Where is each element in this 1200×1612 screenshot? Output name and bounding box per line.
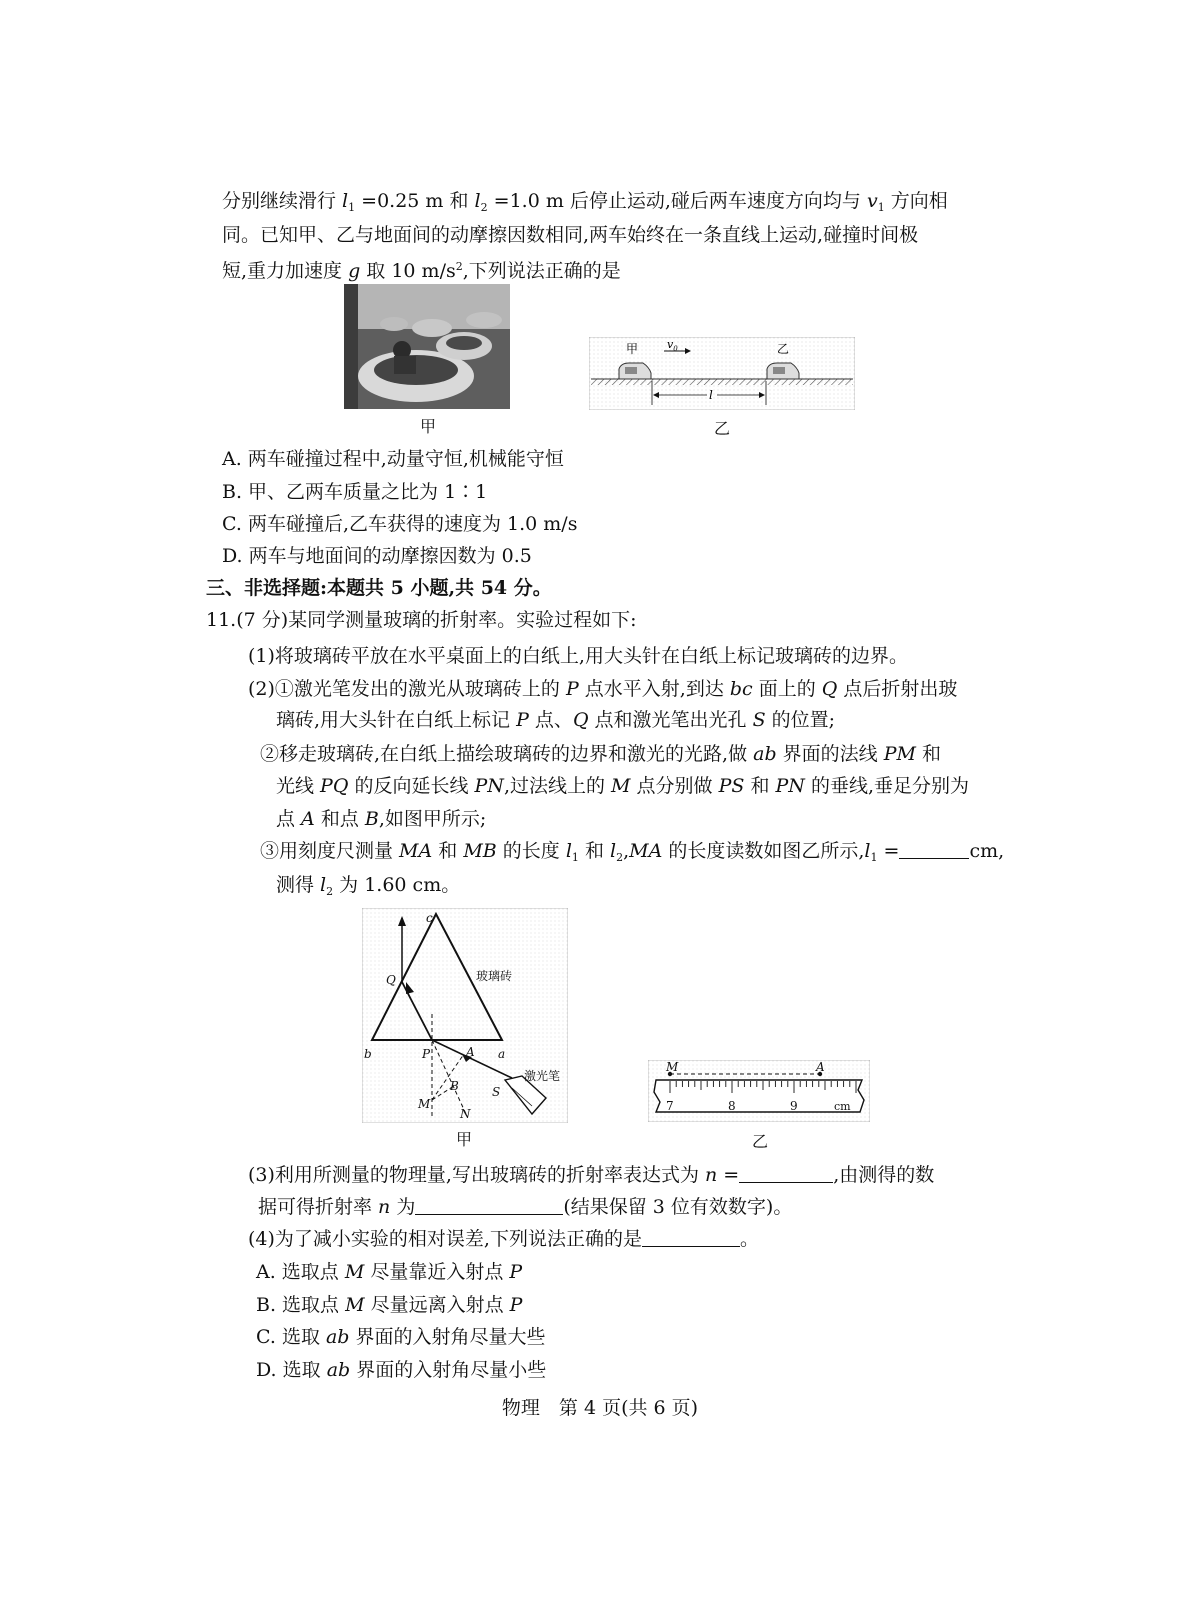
step-4-answer-blank[interactable] — [642, 1228, 740, 1247]
point-a-label: A — [466, 1045, 475, 1059]
q11-step-2-line-4: 光线 PQ 的反向延长线 PN,过法线上的 M 点分别做 PS 和 PN 的垂线,垂足分别为 — [276, 775, 970, 797]
ruler-m-label: M — [666, 1060, 679, 1074]
q11-option-b: B. 选取点 M 尽量远离入射点 P — [256, 1294, 523, 1316]
car-jia-label: 甲 — [626, 342, 639, 356]
q11-step-2-line-1: (2)①激光笔发出的激光从玻璃砖上的 P 点水平入射,到达 bc 面上的 Q 点后折射出玻 — [248, 678, 958, 700]
q11-step-2-line-2: 璃砖,用大头针在白纸上标记 P 点、Q 点和激光笔出光孔 S 的位置; — [276, 709, 836, 731]
prism-ray-diagram — [362, 908, 568, 1123]
ruler-diagram — [648, 1060, 870, 1122]
q10-line-2: 同。已知甲、乙与地面间的动摩擦因数相同,两车始终在一条直线上运动,碰撞时间极 — [222, 224, 919, 246]
prism-diagram-caption: 甲 — [456, 1130, 473, 1149]
q11-step-3-line-2: 据可得折射率 n 为 (结果保留 3 位有效数字)。 — [258, 1196, 793, 1218]
q10-option-b: B. 甲、乙两车质量之比为 1∶1 — [222, 481, 488, 503]
q10-line-1: 分别继续滑行 $l_1 =0.25$ m 和 $l_2 =1.0$ m 后停止运动,碰后两车速度方向均与 $v_1$ 方向相 — [222, 190, 948, 214]
q11-step-4: (4)为了减小实验的相对误差,下列说法正确的是 。 — [248, 1228, 759, 1250]
vertex-a-label: a — [498, 1047, 506, 1061]
q10-line-3: 短,重力加速度 g 取 10 $m/s^2$,下列说法正确的是 — [222, 260, 621, 282]
point-q-label: Q — [386, 973, 396, 987]
q11-step-1: (1)将玻璃砖平放在水平桌面上的白纸上,用大头针在白纸上标记玻璃砖的边界。 — [248, 645, 908, 667]
glass-brick-label: 玻璃砖 — [476, 969, 513, 983]
point-b-label: B — [450, 1079, 459, 1093]
section-3-heading: 三、非选择题:本题共 5 小题,共 54 分。 — [206, 577, 552, 599]
q11-step-2-line-6: ③用刻度尺测量 MA 和 MB 的长度 $l_1$ 和 $l_2,MA$ 的长度读数如图乙所示$,l_1$ = cm, — [260, 840, 1005, 864]
distance-l-label: l — [709, 388, 713, 402]
point-n-label: N — [460, 1107, 471, 1121]
two-cars-diagram — [589, 337, 855, 410]
q11-option-a: A. 选取点 M 尽量靠近入射点 P — [256, 1261, 523, 1283]
ruler-tick-7: 7 — [666, 1099, 674, 1113]
q10-option-a: A. 两车碰撞过程中,动量守恒,机械能守恒 — [222, 448, 564, 470]
ruler-tick-9: 9 — [790, 1099, 798, 1113]
car-yi-label: 乙 — [777, 342, 790, 356]
ruler-tick-8: 8 — [728, 1099, 736, 1113]
q11-option-c: C. 选取 ab 界面的入射角尽量大些 — [256, 1326, 546, 1348]
point-p-label: P — [422, 1047, 431, 1061]
q11-step-2-line-7: 测得 $l_2$ 为 1.60 cm。 — [276, 874, 461, 898]
q11-intro: 11.(7 分)某同学测量玻璃的折射率。实验过程如下: — [206, 609, 637, 631]
vertex-c-label: c — [426, 911, 433, 925]
ruler-unit: cm — [834, 1100, 851, 1113]
q10-option-d: D. 两车与地面间的动摩擦因数为 0.5 — [222, 545, 532, 567]
refractive-index-value-blank[interactable] — [415, 1196, 563, 1215]
q11-step-2-line-5: 点 A 和点 B,如图甲所示; — [276, 808, 487, 830]
bumper-car-photo-caption: 甲 — [420, 417, 437, 436]
q11-step-2-line-3: ②移走玻璃砖,在白纸上描绘玻璃砖的边界和激光的光路,做 ab 界面的法线 PM 和 — [260, 743, 942, 765]
ruler-a-label: A — [816, 1060, 825, 1074]
l1-answer-blank[interactable] — [899, 840, 969, 859]
point-m-label: M — [418, 1097, 431, 1111]
point-s-label: S — [492, 1085, 501, 1099]
two-cars-caption: 乙 — [714, 419, 731, 438]
bumper-car-photo — [344, 284, 510, 409]
v0-label: $v_0$ — [667, 338, 678, 353]
ruler-caption: 乙 — [752, 1132, 769, 1151]
q11-option-d: D. 选取 ab 界面的入射角尽量小些 — [256, 1359, 547, 1381]
q10-option-c: C. 两车碰撞后,乙车获得的速度为 1.0 m/s — [222, 513, 578, 535]
page-footer: 物理 第 4 页(共 6 页) — [501, 1397, 699, 1419]
vertex-b-label: b — [364, 1047, 372, 1061]
refractive-index-formula-blank[interactable] — [739, 1164, 833, 1183]
laser-pen-label: 激光笔 — [524, 1069, 561, 1083]
q11-step-3-line-1: (3)利用所测量的物理量,写出玻璃砖的折射率表达式为 n = ,由测得的数 — [248, 1164, 935, 1186]
